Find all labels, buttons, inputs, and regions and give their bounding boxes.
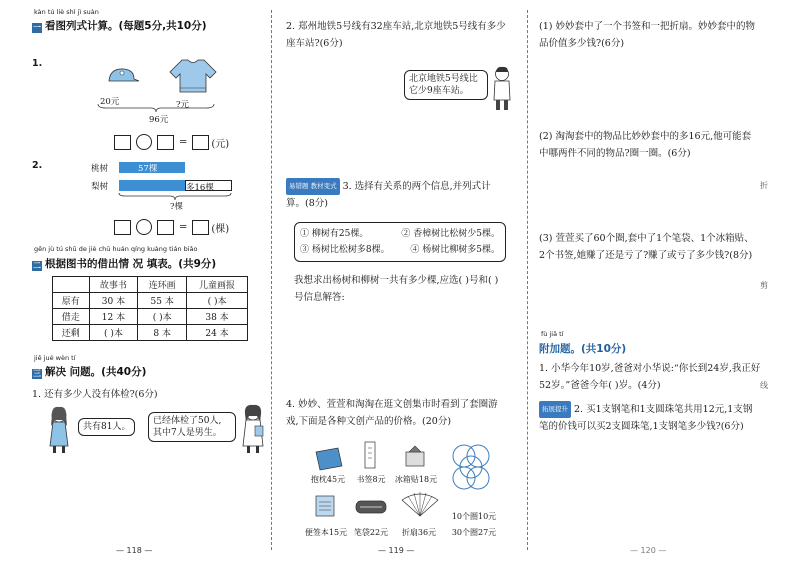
pillow-icon <box>312 446 344 475</box>
table-cell: 24 本 <box>187 325 248 341</box>
table-cell[interactable]: ( )本 <box>187 293 248 309</box>
right-page <box>535 0 775 566</box>
item-label: 10个圈10元 <box>451 512 497 521</box>
q2-number: 2. <box>32 160 43 171</box>
subway-bubble <box>404 70 488 100</box>
part1-pinyin: kàn tú liè shì jì suàn <box>34 8 99 16</box>
part1-title <box>32 18 207 33</box>
sweater-price: ?元 <box>176 100 190 110</box>
part3-title <box>32 364 146 379</box>
pencil-case-icon <box>354 498 388 519</box>
cut-mark: 剪 <box>760 281 768 290</box>
table-cell: 12 本 <box>89 309 138 325</box>
peach-value: 57棵 <box>138 164 158 174</box>
part2-title-text: 根据图书的借出情 况 填表。(共9分) <box>45 258 217 270</box>
table-row <box>53 293 248 309</box>
q3-text-body: 3. 选择有关系的两个信息,并列式计算。(8分) <box>286 181 491 209</box>
bubble-line: 北京地铁5号线比 <box>409 74 478 84</box>
bonus-q2 <box>539 401 761 435</box>
page-divider <box>271 10 272 550</box>
speech-bubble-right <box>148 412 236 442</box>
part2-title <box>32 256 216 271</box>
line-mark: 线 <box>760 381 768 390</box>
page-number-120: — 120 — <box>630 546 667 555</box>
sweater-icon <box>168 58 218 97</box>
answer-box[interactable] <box>114 220 131 235</box>
item-label: 书签8元 <box>356 475 386 484</box>
item-label: 抱枕45元 <box>310 475 346 484</box>
section-two-icon: 二 <box>33 261 41 270</box>
q3-prompt: 我想求出杨树和柳树一共有多少棵,应选( )号和( )号信息解答: <box>294 275 499 303</box>
bubble-line: 它少9座车站。 <box>409 86 469 96</box>
q3-info-box <box>294 222 506 262</box>
table-cell: 8 本 <box>138 325 187 341</box>
info-row <box>300 226 500 242</box>
bookmark-icon <box>362 440 378 475</box>
answer-box[interactable] <box>157 220 174 235</box>
table-cell[interactable]: ( )本 <box>89 325 138 341</box>
info-item: ③ 杨树比松树多8棵。 <box>300 245 390 255</box>
part3-title-text: 解决 问题。(共40分) <box>45 366 147 378</box>
table-header-cell: 故事书 <box>89 277 138 293</box>
table-cell: 借走 <box>53 309 90 325</box>
bonus-pinyin: fù jiā tí <box>541 330 564 338</box>
q2-unit: (棵) <box>211 223 230 235</box>
table-header-cell <box>53 277 90 293</box>
hat-price: 20元 <box>100 97 120 107</box>
pear-bar <box>119 180 185 191</box>
bonus-title: 附加题。(共10分) <box>539 343 627 355</box>
pear-more: 多16棵 <box>186 183 214 193</box>
table-cell: 38 本 <box>187 309 248 325</box>
table-header-row <box>53 277 248 293</box>
notepad-icon <box>312 494 340 521</box>
cap-icon <box>106 66 140 89</box>
part3-pinyin: jiě jué wèn tí <box>34 354 76 362</box>
table-row <box>53 325 248 341</box>
answer-box[interactable] <box>192 220 209 235</box>
answer-box[interactable] <box>192 135 209 150</box>
left-page <box>28 0 268 566</box>
info-row <box>300 242 500 258</box>
part1-title-text: 看图列式计算。(每题5分,共10分) <box>45 20 207 32</box>
fridge-magnet-icon <box>403 444 427 475</box>
q3-text <box>286 178 508 212</box>
part3-q1-text: 1. 还有多少人没有体检?(6分) <box>32 389 158 400</box>
q3-tag: 易错题 教材变式 <box>286 178 340 195</box>
answer-box[interactable] <box>157 135 174 150</box>
info-item: ① 柳树有25棵。 <box>300 229 369 239</box>
table-cell[interactable]: ( )本 <box>138 309 187 325</box>
boy-figure-icon <box>490 66 514 115</box>
table-header-cell: 儿童画报 <box>187 277 248 293</box>
q1-equation: = (元) <box>114 134 229 150</box>
operator-circle[interactable] <box>136 219 152 235</box>
teacher-figure-icon <box>240 404 266 457</box>
bonus-q2-tag: 拓展提升 <box>539 401 571 418</box>
pear-label: 梨树 <box>91 182 109 192</box>
item-label: 笔袋22元 <box>353 528 389 537</box>
item-label: 冰箱贴18元 <box>394 475 438 484</box>
sub-question-3: (3) 萱萱买了60个圈,套中了1个笔袋、1个冰箱贴、2个书签,她赚了还是亏了?赚了或亏了多少钱?(8分) <box>539 233 754 261</box>
q2-text: 2. 郑州地铁5号线有32座车站,北京地铁5号线有多少座车站?(6分) <box>286 21 506 49</box>
info-item: ④ 杨树比柳树多5棵。 <box>410 245 500 255</box>
table-cell: 原有 <box>53 293 90 309</box>
table-cell: 55 本 <box>138 293 187 309</box>
table-header-cell: 连环画 <box>138 277 187 293</box>
borrow-table <box>52 276 248 341</box>
bonus-q2-text: 2. 买1支钢笔和1支圆珠笔共用12元,1支钢笔的价钱可以买2支圆珠笔,1支钢笔多少钱?(6分) <box>539 404 753 432</box>
item-label: 折扇36元 <box>401 528 437 537</box>
pear-question: ?棵 <box>170 202 184 212</box>
table-row <box>53 309 248 325</box>
peach-label: 桃树 <box>91 164 109 174</box>
speech-bubble-left: 共有81人。 <box>78 418 135 436</box>
q1-number: 1. <box>32 58 43 69</box>
q2-equation: = (棵) <box>114 219 229 235</box>
section-three-icon: 三 <box>33 369 41 378</box>
girl-figure-icon <box>46 406 72 457</box>
rings-icon <box>448 442 500 509</box>
section-one-icon: 一 <box>33 23 41 32</box>
sub-question-2: (2) 淘淘套中的物品比妙妙套中的多16元,他可能套中哪两件不同的物品?圈一圈。(6分) <box>539 131 752 159</box>
q4-text: 4. 妙妙、萱萱和淘淘在逛文创集市时看到了套圈游戏,下面是各种文创产品的价格。(20分) <box>286 399 498 427</box>
item-label: 便签本15元 <box>304 528 348 537</box>
answer-box[interactable] <box>114 135 131 150</box>
bubble-line: 其中7人是男生。 <box>153 428 222 438</box>
info-item: ② 香樟树比松树少5棵。 <box>401 229 500 239</box>
table-cell: 还剩 <box>53 325 90 341</box>
fold-mark: 折 <box>760 181 768 190</box>
item-label: 30个圈27元 <box>451 528 497 537</box>
page-number-119: — 119 — <box>378 546 415 555</box>
table-cell: 30 本 <box>89 293 138 309</box>
bonus-q1: 1. 小华今年10岁,爸爸对小华说:“你长到24岁,我正好52岁。”爸爸今年( )岁。(4分) <box>539 363 761 391</box>
page-divider <box>527 10 528 550</box>
middle-page <box>282 0 522 566</box>
part2-pinyin: gēn jù tú shū de jiè chū huán qíng kuàng tián biǎo <box>34 245 198 253</box>
operator-circle[interactable] <box>136 134 152 150</box>
page-number-118: — 118 — <box>116 546 153 555</box>
bubble-line: 已经体检了50人, <box>153 416 222 426</box>
total-price: 96元 <box>149 115 169 125</box>
sub-question-1: (1) 妙妙套中了一个书签和一把折扇。妙妙套中的物品价值多少钱?(6分) <box>539 21 755 49</box>
q1-unit: (元) <box>211 138 230 150</box>
fan-icon <box>400 492 440 521</box>
